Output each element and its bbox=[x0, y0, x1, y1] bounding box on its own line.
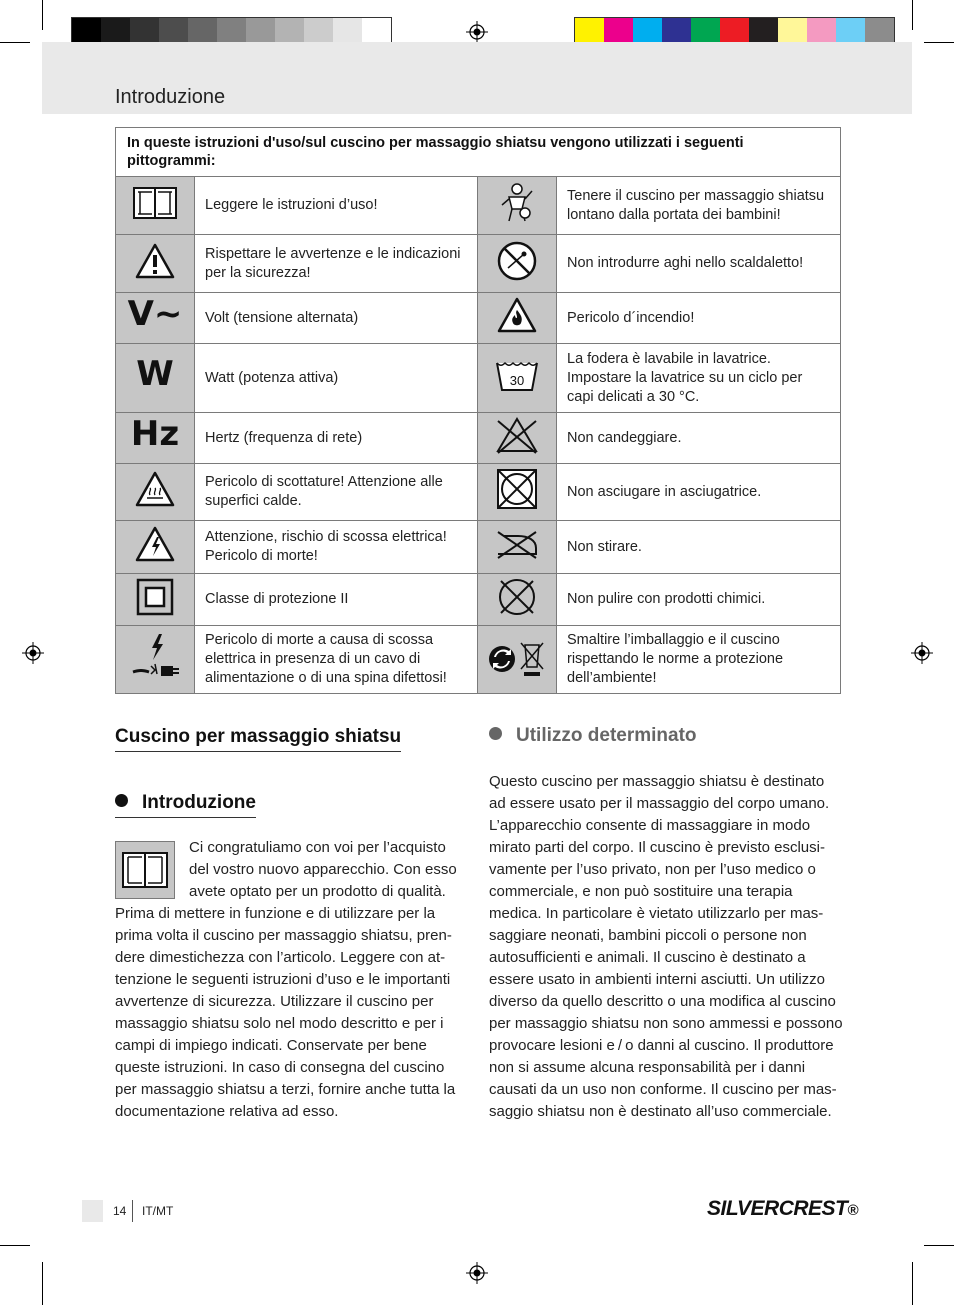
intro-line: del vostro nuovo apparecchio. Con esso bbox=[189, 861, 457, 878]
usage-line: autosufficienti e animali. Il cuscino è destinato a bbox=[489, 949, 806, 966]
table-cell-text: Pericolo d´incendio! bbox=[557, 293, 841, 344]
table-row bbox=[116, 574, 841, 626]
footer-box bbox=[82, 1200, 103, 1222]
watt-symbol: W bbox=[136, 354, 174, 394]
wash-30-icon bbox=[494, 357, 540, 393]
usage-line: mirato parti del corpo. Il cuscino è previsto esclusi- bbox=[489, 839, 825, 856]
book-icon bbox=[132, 184, 178, 222]
usage-line: diverso da quello descritto o una modifica al cuscino bbox=[489, 993, 836, 1010]
volt-symbol: V~ bbox=[127, 294, 183, 334]
intro-line: documentazione relativa ad esso. bbox=[115, 1103, 339, 1120]
subsection-utilizzo bbox=[489, 725, 697, 747]
section-title-text: Cuscino per massaggio shiatsu bbox=[115, 726, 402, 747]
intro-line: avvertenze di sicurezza. Utilizzare il cuscino per bbox=[115, 993, 434, 1010]
table-cell-text: Attenzione, rischio di scossa elettrica! Pericolo di morte! bbox=[195, 521, 478, 574]
pictogram-table bbox=[115, 127, 841, 694]
usage-line: saggio shiatsu non è destinato all’uso commerciale. bbox=[489, 1103, 832, 1120]
table-cell-text: Pericolo di scottature! Attenzione alle superfici calde. bbox=[195, 464, 478, 521]
hot-surface-icon bbox=[134, 470, 176, 508]
registration-mark-icon bbox=[911, 642, 933, 664]
crop-mark bbox=[42, 1262, 43, 1305]
child-warning-icon bbox=[497, 181, 537, 225]
intro-line: Ci congratuliamo con voi per l’acquisto bbox=[189, 839, 446, 856]
table-cell-text: Pericolo di morte a causa di scossa elettrica in presenza di un cavo di alimentazione o di una spina difettosi! bbox=[195, 626, 478, 694]
no-iron-icon bbox=[492, 526, 542, 562]
usage-line: per massaggio shiatsu non sono ammessi e possono bbox=[489, 1015, 843, 1032]
intro-line: campi di impiego indicati. Conservate per bene bbox=[115, 1037, 427, 1054]
crop-mark bbox=[912, 0, 913, 30]
brand-silver: SILVER bbox=[707, 1197, 779, 1220]
intro-line: per massaggio shiatsu a terzi, fornire anche tutta la bbox=[115, 1081, 456, 1098]
usage-line: non si assume alcuna responsabilità per i danni bbox=[489, 1059, 806, 1076]
table-row bbox=[116, 521, 841, 574]
no-tumble-dry-icon bbox=[494, 466, 540, 512]
usage-line: vamente per l’uso privato, non per l’uso medico o bbox=[489, 861, 816, 878]
bullet-icon bbox=[489, 727, 502, 740]
table-cell-text: Rispettare le avvertenze e le indicazioni per la sicurezza! bbox=[195, 235, 478, 293]
hertz-symbol: Hz bbox=[130, 414, 180, 454]
table-row bbox=[116, 235, 841, 293]
table-row bbox=[116, 177, 841, 235]
registration-mark-icon bbox=[466, 21, 488, 43]
usage-line: medica. In particolare è vietato utilizzarlo per mas- bbox=[489, 905, 824, 922]
usage-line: L’apparecchio consente di massaggiare in modo bbox=[489, 817, 811, 834]
usage-line: causati da un uso non conforme. Il cuscino per mas- bbox=[489, 1081, 837, 1098]
protection-class-ii-icon bbox=[135, 577, 175, 617]
table-cell-text: Watt (potenza attiva) bbox=[195, 344, 478, 413]
table-cell-text: Leggere le istruzioni d’uso! bbox=[195, 177, 478, 235]
crop-mark bbox=[912, 1262, 913, 1305]
subsection-title: Introduzione bbox=[142, 792, 256, 813]
table-row bbox=[116, 413, 841, 464]
intro-line: dere dimestichezza con l’articolo. Leggere con at- bbox=[115, 949, 446, 966]
bullet-icon bbox=[115, 794, 128, 807]
footer-divider bbox=[132, 1200, 133, 1222]
registration-mark-icon bbox=[466, 1262, 488, 1284]
crop-mark bbox=[0, 42, 30, 43]
no-bleach-icon bbox=[494, 415, 540, 455]
table-cell-text: Non stirare. bbox=[557, 521, 841, 574]
table-row bbox=[116, 293, 841, 344]
usage-paragraph bbox=[489, 771, 844, 1123]
crop-mark bbox=[0, 1245, 30, 1246]
section-title bbox=[115, 726, 401, 752]
usage-line: commerciale, e non può sostituire una terapia bbox=[489, 883, 793, 900]
usage-line: saggiare neonati, bambini piccoli o persone non bbox=[489, 927, 807, 944]
intro-paragraph bbox=[115, 837, 467, 1123]
recycle-disposal-icon bbox=[487, 635, 547, 679]
warning-triangle-icon bbox=[134, 242, 176, 280]
table-cell-text: Classe di protezione II bbox=[195, 574, 478, 626]
intro-line: avete optato per un prodotto di qualità. bbox=[189, 883, 446, 900]
usage-line: provocare lesioni e / o danni al cuscino. Il produttore bbox=[489, 1037, 834, 1054]
table-row bbox=[116, 344, 841, 413]
no-needles-icon bbox=[496, 240, 538, 282]
fire-warning-icon bbox=[496, 296, 538, 334]
language-code: IT/MT bbox=[142, 1204, 174, 1218]
table-cell-text: La fodera è lavabile in lavatrice. Impostare la lavatrice su un ciclo per capi delicati a 30 °C. bbox=[557, 344, 841, 413]
crop-mark bbox=[924, 1245, 954, 1246]
subsection-title: Utilizzo determinato bbox=[516, 725, 697, 746]
subsection-introduzione bbox=[115, 792, 256, 818]
table-cell-text: Smaltire l’imballaggio e il cuscino rispettando le norme a protezione dell’ambiente! bbox=[557, 626, 841, 694]
table-cell-text: Non introdurre aghi nello scaldaletto! bbox=[557, 235, 841, 293]
table-cell-text: Non pulire con prodotti chimici. bbox=[557, 574, 841, 626]
damaged-cable-icon bbox=[129, 632, 181, 682]
page-title: Introduzione bbox=[115, 86, 226, 108]
page-number: 14 bbox=[113, 1204, 127, 1218]
intro-line: massaggio shiatsu solo nel modo descritto e per i bbox=[115, 1015, 444, 1032]
no-dry-clean-icon bbox=[495, 575, 539, 619]
wash-temperature: 30 bbox=[509, 373, 525, 388]
brand-logo bbox=[707, 1197, 858, 1221]
table-row bbox=[116, 626, 841, 694]
crop-mark bbox=[924, 42, 954, 43]
table-cell-text: Hertz (frequenza di rete) bbox=[195, 413, 478, 464]
table-heading: In queste istruzioni d'uso/sul cuscino per massaggio shiatsu vengono utilizzati i seguenti pittogrammi: bbox=[116, 128, 841, 177]
intro-line: prima volta il cuscino per massaggio shiatsu, pren- bbox=[115, 927, 452, 944]
table-cell-text: Volt (tensione alternata) bbox=[195, 293, 478, 344]
table-cell-text: Tenere il cuscino per massaggio shiatsu lontano dalla portata dei bambini! bbox=[557, 177, 841, 235]
usage-line: ad essere usato per il massaggio del corpo umano. bbox=[489, 795, 830, 812]
brand-crest: CREST bbox=[778, 1197, 848, 1220]
electric-shock-icon bbox=[134, 525, 176, 563]
registration-mark-icon bbox=[22, 642, 44, 664]
intro-line: tenzione le seguenti istruzioni d’uso e le importanti bbox=[115, 971, 451, 988]
usage-line: essere usato in ambienti interni asciutti. Un utilizzo bbox=[489, 971, 825, 988]
intro-line: queste istruzioni. In caso di consegna del cuscino bbox=[115, 1059, 445, 1076]
crop-mark bbox=[42, 0, 43, 30]
intro-line: Prima di mettere in funzione e di utilizzare per la bbox=[115, 905, 436, 922]
table-row bbox=[116, 464, 841, 521]
table-cell-text: Non candeggiare. bbox=[557, 413, 841, 464]
usage-line: Questo cuscino per massaggio shiatsu è destinato bbox=[489, 773, 825, 790]
brand-registered: ® bbox=[847, 1202, 858, 1219]
table-cell-text: Non asciugare in asciugatrice. bbox=[557, 464, 841, 521]
